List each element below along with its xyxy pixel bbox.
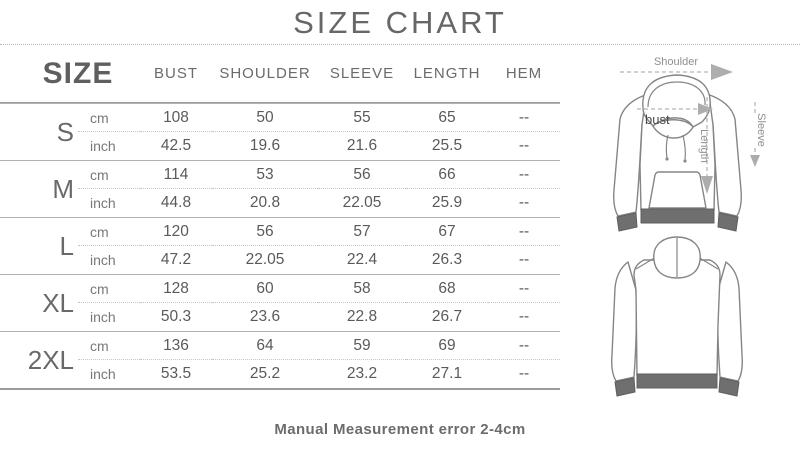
- cell-value: 114: [140, 161, 212, 189]
- cell-value: --: [518, 137, 530, 154]
- size-table: [0, 45, 560, 390]
- unit-label-inch: inch: [90, 195, 116, 211]
- cell-value: 67: [406, 218, 488, 246]
- sleeve-column-header: SLEEVE: [329, 65, 395, 82]
- cell-value: 42.5: [160, 137, 192, 154]
- cell-value: 57: [318, 218, 406, 246]
- bust-column-header: BUST: [153, 65, 198, 82]
- cell-value: 19.6: [249, 137, 281, 154]
- cell-value: 120: [140, 218, 212, 246]
- hoodie-measurement-diagram: [590, 45, 800, 420]
- cell-value: 22.05: [245, 251, 285, 268]
- kangaroo-pocket: [649, 172, 706, 208]
- cell-value: 25.9: [431, 194, 463, 211]
- cell-value: --: [488, 275, 560, 303]
- cell-value: --: [518, 251, 530, 268]
- size-label: 2XL: [27, 344, 74, 375]
- unit-label-inch: inch: [90, 366, 116, 382]
- back-hem-band: [637, 374, 717, 388]
- cell-value: 64: [212, 332, 318, 360]
- cell-value: 22.05: [342, 194, 382, 211]
- cell-value: 44.8: [160, 194, 192, 211]
- page-title: SIZE CHART: [0, 0, 800, 45]
- cell-value: 23.6: [249, 308, 281, 325]
- sleeve-measure-label: Sleeve: [755, 113, 767, 147]
- cell-value: --: [488, 161, 560, 189]
- cell-value: --: [518, 308, 530, 325]
- cell-value: 58: [318, 275, 406, 303]
- front-hem-band: [641, 209, 714, 223]
- cell-value: --: [488, 218, 560, 246]
- table-row-l: [0, 217, 560, 274]
- cell-value: 27.1: [431, 365, 463, 382]
- length-measure-label: Length: [698, 129, 710, 163]
- unit-label-inch: inch: [90, 309, 116, 325]
- hoodie-back-illustration: [612, 237, 743, 396]
- size-label: S: [56, 116, 74, 147]
- unit-label-cm: cm: [78, 161, 140, 189]
- shoulder-arrowhead-icon: [711, 64, 733, 80]
- cell-value: 23.2: [346, 365, 378, 382]
- drawstring-tip: [683, 159, 686, 162]
- hem-column-header: HEM: [505, 65, 543, 82]
- unit-label-inch: inch: [90, 138, 116, 154]
- table-row-s: [0, 103, 560, 160]
- cell-value: --: [488, 104, 560, 132]
- size-label: M: [52, 173, 74, 204]
- cell-value: --: [518, 365, 530, 382]
- size-column-header: SIZE: [42, 56, 114, 90]
- cell-value: 128: [140, 275, 212, 303]
- cell-value: 25.5: [431, 137, 463, 154]
- cell-value: 55: [318, 104, 406, 132]
- measurement-note: Manual Measurement error 2-4cm: [274, 421, 526, 438]
- unit-label-inch: inch: [90, 252, 116, 268]
- shoulder-column-header: SHOULDER: [219, 65, 311, 82]
- cell-value: 26.3: [431, 251, 463, 268]
- cell-value: 59: [318, 332, 406, 360]
- cell-value: 69: [406, 332, 488, 360]
- unit-label-cm: cm: [78, 275, 140, 303]
- cell-value: 65: [406, 104, 488, 132]
- cell-value: 20.8: [249, 194, 281, 211]
- length-column-header: LENGTH: [413, 65, 481, 82]
- bust-measure-label: bust: [645, 112, 670, 127]
- cell-value: 66: [406, 161, 488, 189]
- cell-value: 60: [212, 275, 318, 303]
- cell-value: 26.7: [431, 308, 463, 325]
- shoulder-measure-label: Shoulder: [653, 56, 699, 68]
- back-right-sleeve: [718, 262, 743, 381]
- cell-value: 22.8: [346, 308, 378, 325]
- cell-value: 25.2: [249, 365, 281, 382]
- cell-value: 47.2: [160, 251, 192, 268]
- table-row-2xl: [0, 331, 560, 390]
- cell-value: 56: [318, 161, 406, 189]
- unit-label-cm: cm: [78, 104, 140, 132]
- cell-value: 22.4: [346, 251, 378, 268]
- unit-label-cm: cm: [78, 218, 140, 246]
- table-row-m: [0, 160, 560, 217]
- cell-value: 21.6: [346, 137, 378, 154]
- hoodie-front-illustration: [614, 75, 742, 231]
- cell-value: --: [518, 194, 530, 211]
- cell-value: 50: [212, 104, 318, 132]
- cell-value: 108: [140, 104, 212, 132]
- drawstring-tip: [665, 157, 668, 160]
- size-label: L: [59, 230, 74, 261]
- table-header-row: [0, 45, 560, 103]
- cell-value: 53.5: [160, 365, 192, 382]
- cell-value: 53: [212, 161, 318, 189]
- cell-value: 56: [212, 218, 318, 246]
- back-left-sleeve: [612, 262, 637, 381]
- cell-value: --: [488, 332, 560, 360]
- table-row-xl: [0, 274, 560, 331]
- cell-value: 68: [406, 275, 488, 303]
- cell-value: 136: [140, 332, 212, 360]
- sleeve-arrowhead-icon: [750, 155, 760, 167]
- unit-label-cm: cm: [78, 332, 140, 360]
- size-label: XL: [42, 287, 74, 318]
- cell-value: 50.3: [160, 308, 192, 325]
